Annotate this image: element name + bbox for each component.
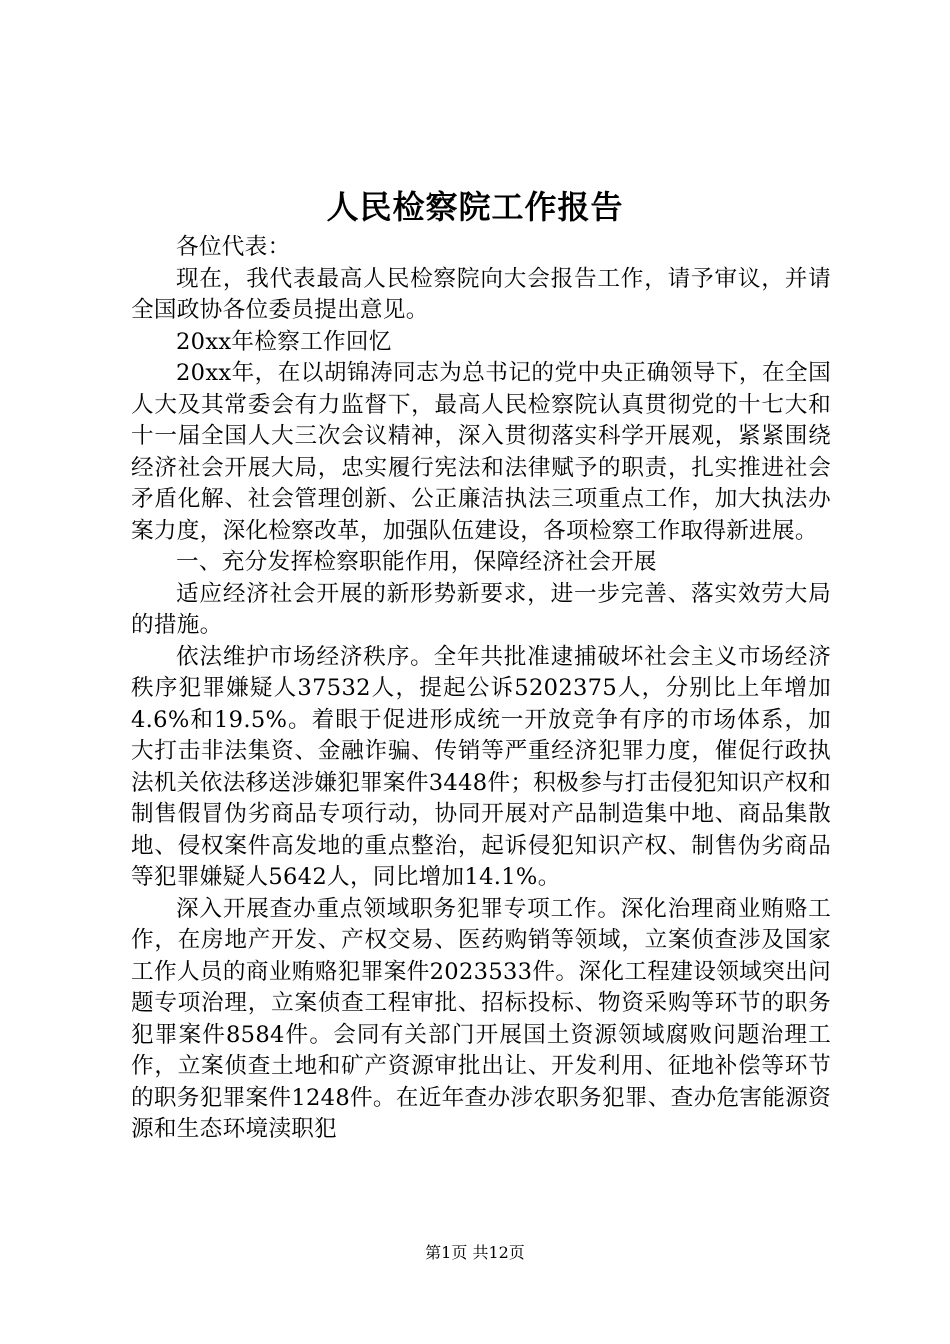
document-body — [131, 232, 831, 1146]
paragraph-market-order: 依法维护市场经济秩序。全年共批准逮捕破坏社会主义市场经济秩序犯罪嫌疑人37532人，提起公诉5202375人，分别比上年增加4.6%和19.5%。着眼于促进形成统一开放竞争有序的市场体系，加大打击非法集资、金融诈骗、传销等严重经济犯罪力度，催促行政执法机关依法移送涉嫌犯罪案件3448件；积极参与打击侵犯知识产权和制售假冒伪劣商品专项行动，协同开展对产品制造集中地、商品集散地、侵权案件高发地的重点整治，起诉侵犯知识产权、制售伪劣商品等犯罪嫌疑人5642人，同比增加14.1%。 — [131, 643, 831, 890]
section-heading-review: 20xx年检察工作回忆 — [176, 328, 392, 355]
paragraph-overview: 20xx年，在以胡锦涛同志为总书记的党中央正确领导下，在全国人大及其常委会有力监督下，最高人民检察院认真贯彻党的十七大和十一届全国人大三次会议精神，深入贯彻落实科学开展观，紧紧围绕经济社会开展大局，忠实履行宪法和法律赋予的职责，扎实推进社会矛盾化解、社会管理创新、公正廉洁执法三项重点工作，加大执法办案力度，深化检察改革，加强队伍建设，各项检察工作取得新进展。 — [131, 360, 831, 544]
paragraph-salutation: 各位代表： — [176, 234, 291, 260]
paragraph-measures: 适应经济社会开展的新形势新要求，进一步完善、落实效劳大局的措施。 — [131, 580, 831, 638]
paragraph-key-areas: 深入开展查办重点领域职务犯罪专项工作。深化治理商业贿赂工作，在房地产开发、产权交易、医药购销等领域，立案侦查涉及国家工作人员的商业贿赂犯罪案件2023533件。深化工程建设领域突出问题专项治理，立案侦查工程审批、招标投标、物资采购等环节的职务犯罪案件8584件。会同有关部门开展国土资源领域腐败问题治理工作，立案侦查土地和矿产资源审批出让、开发利用、征地补偿等环节的职务犯罪案件1248件。在近年查办涉农职务犯罪、查办危害能源资源和生态环境渎职犯 — [131, 895, 831, 1142]
page-number-footer: 第1页 共12页 — [425, 1243, 525, 1262]
section-heading-one: 一、充分发挥检察职能作用，保障经济社会开展 — [176, 549, 657, 575]
document-title: 人民检察院工作报告 — [326, 188, 624, 226]
paragraph-intro: 现在，我代表最高人民检察院向大会报告工作，请予审议，并请全国政协各位委员提出意见。 — [131, 265, 831, 323]
